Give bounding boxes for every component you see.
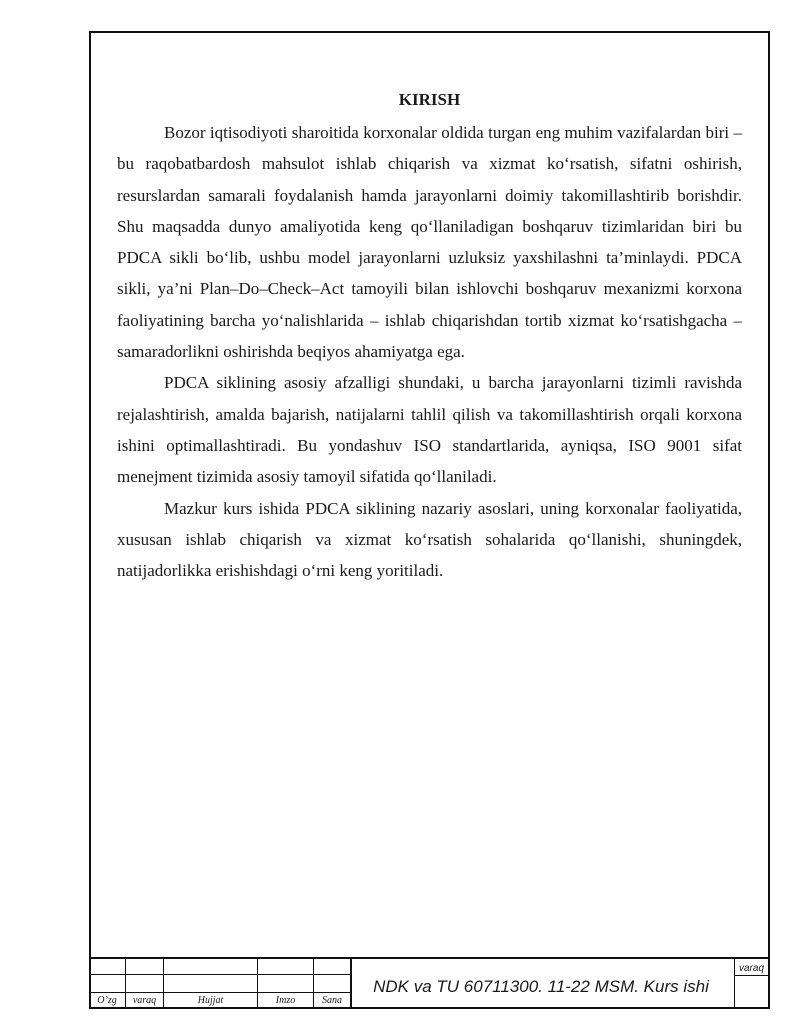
stamp-top-border: [89, 957, 770, 959]
label-varaq: varaq: [132, 995, 157, 1006]
section-title: KIRISH: [398, 90, 461, 109]
title-block-stamp: [89, 957, 770, 1009]
label-sana: Sana: [322, 995, 342, 1006]
document-body: [117, 90, 742, 586]
stamp-row-line: [89, 992, 351, 993]
stamp-row-line: [734, 975, 770, 976]
document-code: NDK va TU 60711300. 11-22 MSM. Kurs ishi: [373, 977, 709, 996]
paragraph: Bozor iqtisodiyoti sharoitida korxonalar oldida turgan eng muhim vazifalardan biri – bu raqobatbardosh mahsulot ishlab chiqarish va xizmat ko‘rsatish, sifatni oshirish, resurslardan samarali foydalanish hamda jarayonlarni doimiy takomillashtirib borishdir. Shu maqsadda dunyo amaliyotida keng qo‘llaniladigan boshqaruv tizimlaridan biri bu PDCA sikli bo‘lib, ushbu model jarayonlarni uzluksiz yaxshilashni ta’minlaydi. PDCA sikli, ya’ni Plan–Do–Check–Act tamoyili bilan ishlovchi boshqaruv mexanizmi korxona faoliyatining barcha yo‘nalishlarida – ishlab chiqarishdan tortib xizmat ko‘rsatishgacha – samaradorlikni oshirishda beqiyos ahamiyatga ega.: [117, 123, 742, 362]
paragraph: PDCA siklining asosiy afzalligi shundaki, u barcha jarayonlarni tizimli ravishda rejalashtirish, amalda bajarish, natijalarni tahlil qilish va takomillashtirish orqali korxona ishini optimallashtiradi. Bu yondashuv ISO standartlarida, ayniqsa, ISO 9001 sifat menejment tizimida asosiy tamoyil sifatida qo‘llaniladi.: [117, 373, 742, 487]
label-ozg: O’zg: [97, 995, 117, 1006]
sheet-label: varaq: [738, 963, 764, 974]
paragraph: Mazkur kurs ishida PDCA siklining nazariy asoslari, uning korxonalar faoliyatida, xususan ishlab chiqarish va xizmat ko‘rsatish sohalarida qo‘llanishi, shuningdek, natijadorlikka erishishdagi o‘rni keng yoritiladi.: [117, 498, 742, 581]
stamp-row-line: [89, 974, 351, 975]
label-hujjat: Hujjat: [197, 995, 224, 1006]
label-imzo: Imzo: [275, 995, 296, 1006]
